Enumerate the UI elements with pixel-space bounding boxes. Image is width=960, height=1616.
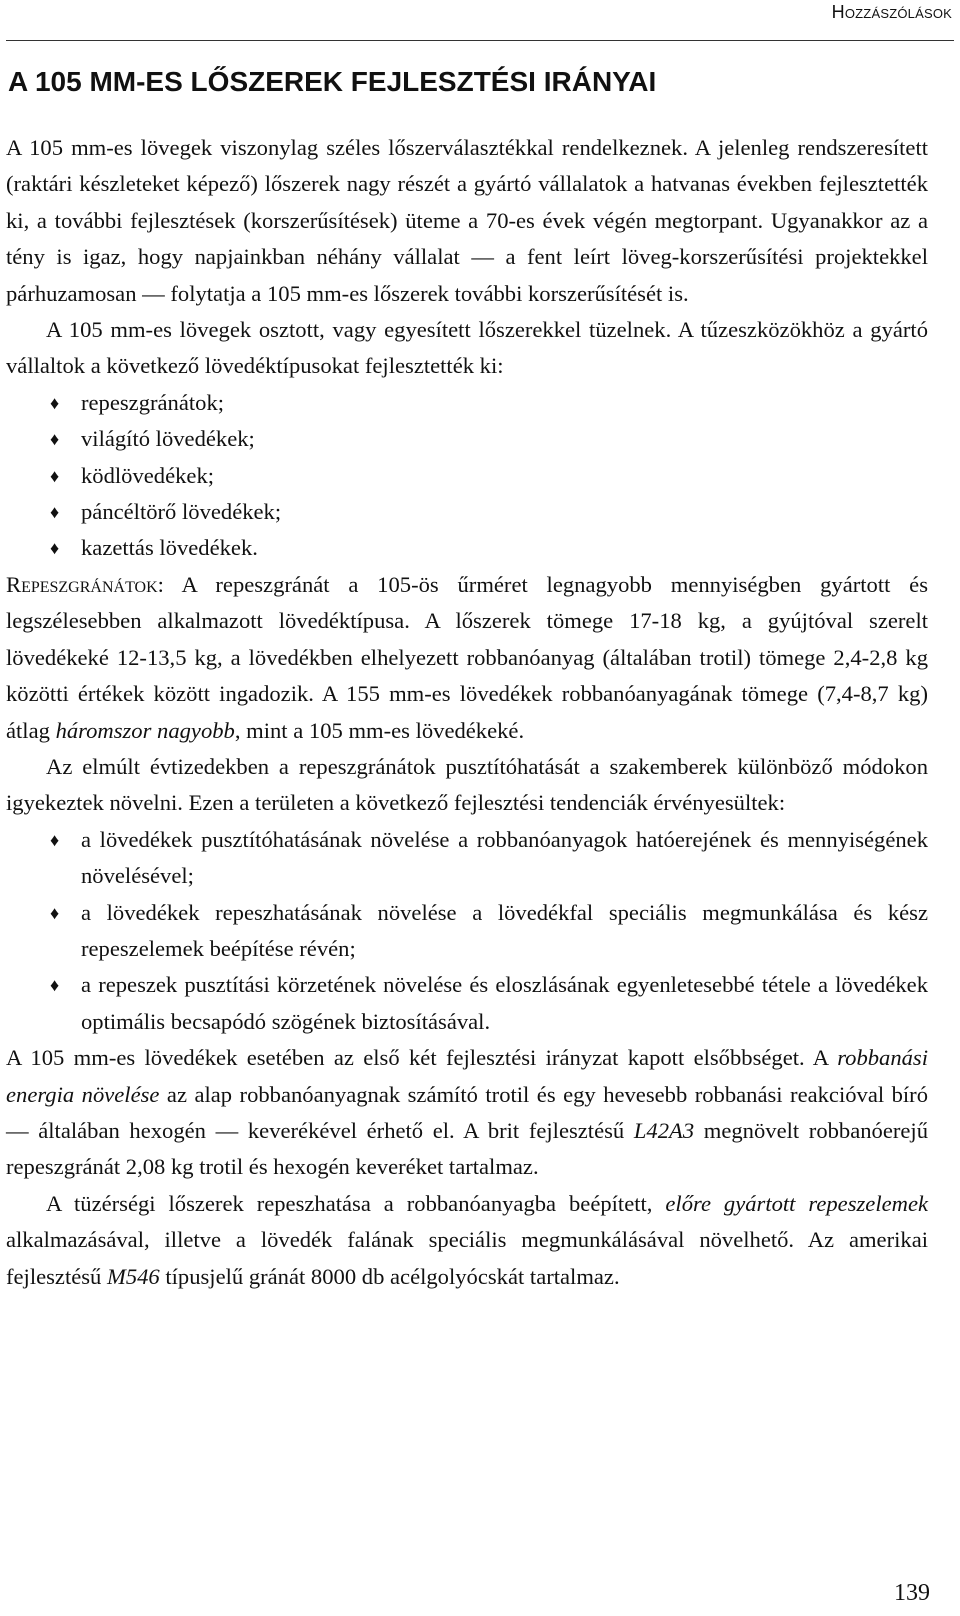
text-run: , mint a 105 mm-es lövedékeké. — [234, 717, 525, 743]
paragraph-projectile-types: A 105 mm-es lövegek osztott, vagy egyesített lőszerekkel tüzelnek. A tűzeszközökhöz a gyártó vállaltok a következő lövedéktípusokat fejlesztették ki: — [6, 317, 928, 379]
trend-list — [6, 822, 928, 1040]
text-run: az alap robbanóanyagnak számító trotil és egy hevesebb robbanási reakcióval bíró — általában hexogén — keverékével érhető el. A brit fejlesztésű — [6, 1081, 928, 1143]
text-run: típusjelű gránát 8000 db acélgolyócskát tartalmaz. — [159, 1263, 620, 1289]
page-title: A 105 MM-ES LŐSZEREK FEJLESZTÉSI IRÁNYAI — [8, 66, 657, 97]
list-item — [6, 530, 928, 566]
diamond-bullet-icon: ♦ — [50, 902, 60, 923]
text-run: A repeszgránát a 105-ös űrméret legnagyobb mennyiségben gyártott és legszélesebben alkalmazott lövedéktípusa. A lőszerek tömege 17-18 kg, a gyújtóval szerelt lövedékeké 12-13,5 kg, a lövedékben elhelyezett robbanóanyag (általában trotil) tömege 2,4-2,8 kg közötti értékek között ingadozik. A 155 mm-es lövedékek robbanóanyagának tömege (7,4-8,7 kg) átlag — [6, 571, 928, 743]
list-item-text: ködlövedékek; — [81, 462, 215, 488]
list-item — [6, 385, 928, 421]
list-item-text: a repeszek pusztítási körzetének növelése és eloszlásának egyenletesebbé tétele a lövedékek optimális becsapódó szögének biztosításával. — [81, 972, 928, 1034]
list-item — [6, 458, 928, 494]
diamond-bullet-icon: ♦ — [50, 429, 60, 450]
emphasis: előre gyártott repeszelemek — [665, 1190, 928, 1216]
run-in-heading: Repeszgránátok: — [6, 571, 164, 597]
paragraph-intro: A 105 mm-es lövegek viszonylag széles lőszerválasztékkal rendelkeznek. A jelenleg rendszeresített (raktári készleteket képező) lőszerek nagy részét a gyártó vállalatok a hatvanas években fejlesztették ki, a további fejlesztések (korszerűsítések) üteme a 70-es évek végén megtorpant. Ugyanakkor az a tény is igaz, hogy napjainkban néhány vállalat — a fent leírt löveg-korszerűsítési projektekkel párhuzamosan — folytatja a 105 mm-es lőszerek további korszerűsítését is. — [6, 135, 928, 306]
diamond-bullet-icon: ♦ — [50, 975, 60, 996]
list-item — [6, 822, 928, 895]
emphasis: M546 — [107, 1263, 160, 1289]
list-item-text: repeszgránátok; — [81, 389, 225, 415]
running-header — [6, 0, 954, 41]
diamond-bullet-icon: ♦ — [50, 829, 60, 850]
emphasis: robbanási energia növelése — [6, 1045, 928, 1107]
text-run: A tüzérségi lőszerek repeszhatása a robbanóanyagba beépített, — [46, 1190, 666, 1216]
diamond-bullet-icon: ♦ — [50, 392, 60, 413]
list-item-text: világító lövedékek; — [81, 426, 255, 452]
list-item-text: páncéltörő lövedékek; — [81, 499, 282, 525]
paragraph-development-trends: Az elmúlt évtizedekben a repeszgránátok pusztítóhatását a szakemberek különböző módokon igyekeztek növelni. Ezen a területen a következő fejlesztési tendenciák érvényesültek: — [6, 753, 928, 816]
diamond-bullet-icon: ♦ — [50, 465, 60, 486]
list-item-text: a lövedékek pusztítóhatásának növelése a robbanóanyagok hatóerejének és mennyiségének növelésével; — [81, 826, 928, 889]
section-label: Hozzászólások — [831, 2, 952, 22]
paragraph-priority — [6, 1040, 928, 1186]
list-item — [6, 895, 928, 968]
emphasis: L42A3 — [633, 1117, 695, 1143]
diamond-bullet-icon: ♦ — [50, 538, 60, 559]
list-item — [6, 967, 928, 1040]
emphasis: háromszor nagyobb — [55, 717, 235, 743]
list-item — [6, 421, 928, 457]
list-item-text: a lövedékek repeszhatásának növelése a lövedékfal speciális megmunkálása és kész repeszelemek beépítése révén; — [81, 899, 928, 961]
text-run: alkalmazásával, illetve a lövedék falának speciális megmunkálásával növelhető. Az amerikai fejlesztésű — [6, 1227, 928, 1289]
article-body — [6, 130, 928, 1295]
diamond-bullet-icon: ♦ — [50, 502, 60, 523]
projectile-type-list — [6, 385, 928, 567]
paragraph-fragmentation-grenades — [6, 567, 928, 749]
text-run: megnövelt robbanóerejű repeszgránát 2,08 kg trotil és hexogén keveréket tartalmaz. — [6, 1117, 928, 1180]
page-number: 139 — [894, 1580, 930, 1606]
list-item — [6, 494, 928, 530]
list-item-text: kazettás lövedékek. — [81, 535, 258, 561]
text-run: A 105 mm-es lövedékek esetében az első két fejlesztési irányzat kapott elsőbbséget. A — [6, 1045, 838, 1071]
paragraph-prefragmented — [6, 1186, 928, 1295]
